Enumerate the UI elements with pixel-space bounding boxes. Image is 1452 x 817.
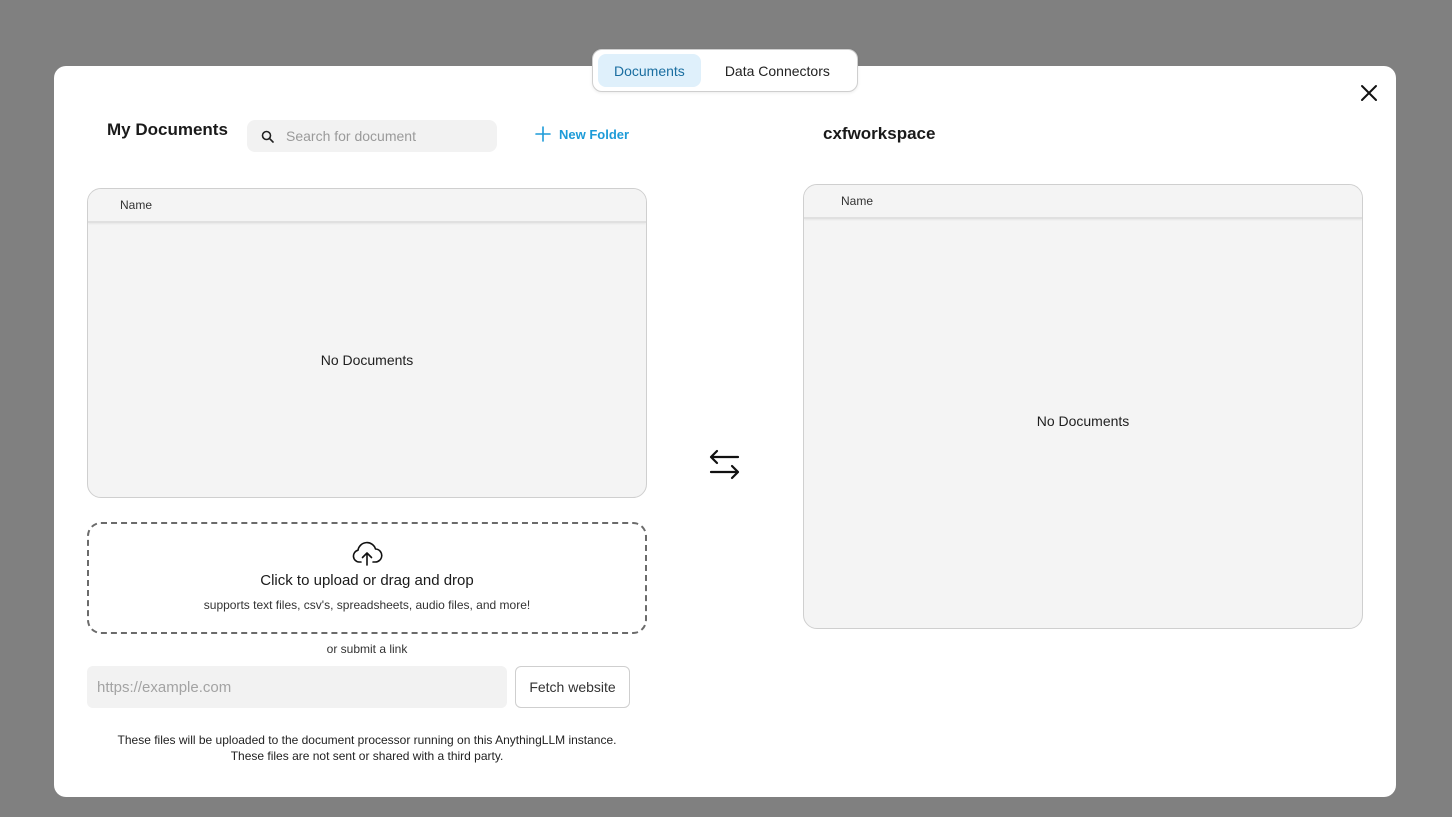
workspace-title: cxfworkspace [823,124,936,143]
new-folder-button[interactable] [535,126,629,142]
upload-title: Click to upload or drag and drop [260,572,474,589]
tab-bar [592,49,858,92]
url-input[interactable] [87,666,507,708]
new-folder-label: New Folder [559,126,630,142]
tab-data-connectors[interactable]: Data Connectors [724,62,830,79]
or-submit-link-text: or submit a link [326,642,408,656]
list-header [88,189,646,223]
workspace-header [823,124,935,144]
swap-arrows-icon [708,448,742,482]
close-icon[interactable] [1358,82,1380,104]
empty-message: No Documents [1036,413,1130,429]
privacy-note-line-1: These files will be uploaded to the document processor running on this AnythingLLM instance. [117,733,617,747]
tab-documents[interactable]: Documents [598,54,701,87]
plus-icon [535,126,551,142]
upload-subtitle: supports text files, csv's, spreadsheets, audio files, and more! [203,598,531,612]
document-manager-modal [54,66,1396,797]
search-icon [261,130,274,143]
cloud-upload-icon [351,540,383,568]
column-name-header[interactable]: Name [120,198,153,212]
search-input[interactable] [284,127,488,145]
upload-dropzone[interactable] [87,522,647,634]
list-header [804,185,1362,219]
fetch-website-button[interactable]: Fetch website [515,666,630,708]
column-name-header[interactable]: Name [841,194,874,208]
my-documents-list [87,188,647,498]
privacy-note-line-2: These files are not sent or shared with a third party. [230,749,504,763]
workspace-documents-list [803,184,1363,629]
my-documents-title: My Documents [107,120,228,139]
privacy-note [87,732,647,764]
empty-message: No Documents [320,352,414,368]
document-search [247,120,497,152]
left-header [107,120,228,140]
